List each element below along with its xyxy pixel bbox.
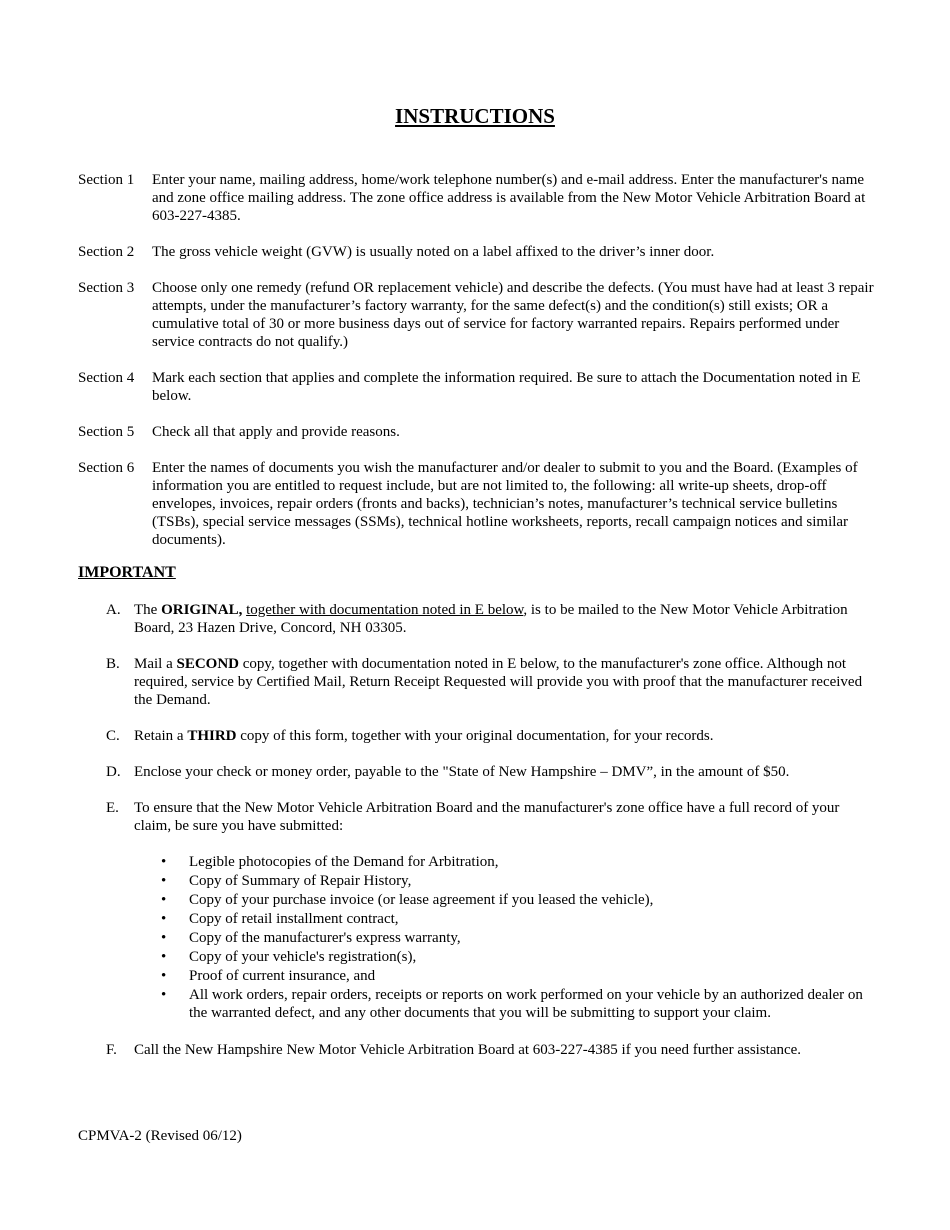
- section-5: [78, 423, 878, 441]
- item-text: Call the New Hampshire New Motor Vehicle Arbitration Board at 603-227-4385 if you need further assistance.: [134, 1042, 802, 1058]
- section-text: Check all that apply and provide reasons.: [152, 424, 400, 440]
- section-label: Section 4: [78, 370, 135, 386]
- bullet-icon: •: [161, 968, 167, 984]
- item-e: [106, 799, 878, 1023]
- text-span: The: [134, 602, 162, 618]
- section-text: The gross vehicle weight (GVW) is usually noted on a label affixed to the driver’s inner door.: [152, 244, 715, 260]
- section-1: [78, 171, 878, 225]
- item-f: [106, 1041, 878, 1059]
- item-text: [134, 799, 878, 1023]
- bullet-icon: •: [161, 892, 167, 908]
- bold-text: THIRD: [187, 728, 237, 744]
- item-letter: D.: [106, 764, 121, 780]
- item-b: [106, 655, 878, 709]
- item-text: [134, 655, 878, 709]
- list-item: [134, 853, 878, 871]
- section-text: Choose only one remedy (refund OR replacement vehicle) and describe the defects. (You must have had at least 3 repair attempts, under the manufacturer’s factory warranty, for the same defect(s) and the condition(s) still exists; OR a cumulative total of 30 or more business days out of service for factory warranted repairs. Repairs performed under service contracts do not qualify.): [152, 280, 874, 350]
- section-6: [78, 459, 878, 549]
- list-item: [134, 986, 878, 1022]
- section-text: Enter the names of documents you wish the manufacturer and/or dealer to submit to you and the Board. (Examples of information you are entitled to request include, but are not limited to, the following: all write-up sheets, drop-off envelopes, invoices, repair orders (fronts and backs), technician’s notes, manufacturer’s technical service bulletins (TSBs), special service messages (SSMs), technical hotline worksheets, reports, recall campaign notices and similar documents).: [152, 460, 858, 548]
- item-c: [106, 727, 878, 745]
- item-letter: A.: [106, 602, 121, 618]
- bullet-icon: •: [161, 949, 167, 965]
- section-label: Section 1: [78, 172, 135, 188]
- list-item: [134, 967, 878, 985]
- important-items: [106, 601, 878, 1077]
- item-letter: C.: [106, 728, 120, 744]
- sections-list: [78, 171, 878, 567]
- list-item-text: All work orders, repair orders, receipts or reports on work performed on your vehicle by an authorized dealer on the warranted defect, and any other documents that you will be submitting to support your claim.: [189, 987, 863, 1021]
- item-letter: B.: [106, 656, 120, 672]
- list-item-text: Copy of your purchase invoice (or lease agreement if you leased the vehicle),: [189, 892, 654, 908]
- item-text: [134, 727, 878, 745]
- bullet-icon: •: [161, 854, 167, 870]
- text-span: copy, together with documentation noted in E below, to the manufacturer's zone office. Although not required, service by Certified Mail, Return Receipt Requested will provide you with proof that the manufacturer received the Demand.: [134, 656, 863, 708]
- item-a: [106, 601, 878, 637]
- section-label: Section 5: [78, 424, 135, 440]
- item-letter: E.: [106, 800, 119, 816]
- item-d: [106, 763, 878, 781]
- item-text: [134, 601, 878, 637]
- section-label: Section 3: [78, 280, 135, 296]
- bold-text: ORIGINAL,: [161, 602, 243, 618]
- documents-checklist: [134, 853, 878, 1022]
- form-number-footer: CPMVA-2 (Revised 06/12): [78, 1128, 242, 1144]
- list-item-text: Copy of Summary of Repair History,: [189, 873, 412, 889]
- section-label: Section 2: [78, 244, 135, 260]
- item-letter: F.: [106, 1042, 117, 1058]
- bullet-icon: •: [161, 873, 167, 889]
- bold-text: SECOND: [176, 656, 240, 672]
- item-e-intro: To ensure that the New Motor Vehicle Arbitration Board and the manufacturer's zone office have a full record of your claim, be sure you have submitted:: [134, 800, 840, 834]
- text-span: Mail a: [134, 656, 177, 672]
- page-title: INSTRUCTIONS: [395, 104, 555, 128]
- section-text: Enter your name, mailing address, home/work telephone number(s) and e-mail address. Enter the manufacturer's name and zone office mailing address. The zone office address is available from the New Motor Vehicle Arbitration Board at 603-227-4385.: [152, 172, 866, 224]
- bullet-icon: •: [161, 987, 167, 1003]
- list-item: [134, 929, 878, 947]
- section-label: Section 6: [78, 460, 135, 476]
- list-item-text: Copy of your vehicle's registration(s),: [189, 949, 417, 965]
- item-text: Enclose your check or money order, payable to the "State of New Hampshire – DMV”, in the amount of $50.: [134, 764, 790, 780]
- underlined-text: together with documentation noted in E below: [246, 602, 524, 618]
- list-item-text: Copy of retail installment contract,: [189, 911, 399, 927]
- list-item-text: Legible photocopies of the Demand for Arbitration,: [189, 854, 499, 870]
- list-item-text: Copy of the manufacturer's express warranty,: [189, 930, 461, 946]
- bullet-icon: •: [161, 911, 167, 927]
- important-heading: IMPORTANT: [78, 564, 176, 581]
- list-item: [134, 948, 878, 966]
- text-span: copy of this form, together with your original documentation, for your records.: [236, 728, 714, 744]
- bullet-icon: •: [161, 930, 167, 946]
- section-text: Mark each section that applies and complete the information required. Be sure to attach the Documentation noted in E below.: [152, 370, 861, 404]
- list-item-text: Proof of current insurance, and: [189, 968, 376, 984]
- list-item: [134, 910, 878, 928]
- section-3: [78, 279, 878, 351]
- section-2: [78, 243, 878, 261]
- section-4: [78, 369, 878, 405]
- text-span: Retain a: [134, 728, 188, 744]
- list-item: [134, 872, 878, 890]
- list-item: [134, 891, 878, 909]
- text-span: , is to be mailed to the New Motor Vehicle Arbitration Board, 23 Hazen Drive, Concord, NH 03305.: [134, 602, 848, 636]
